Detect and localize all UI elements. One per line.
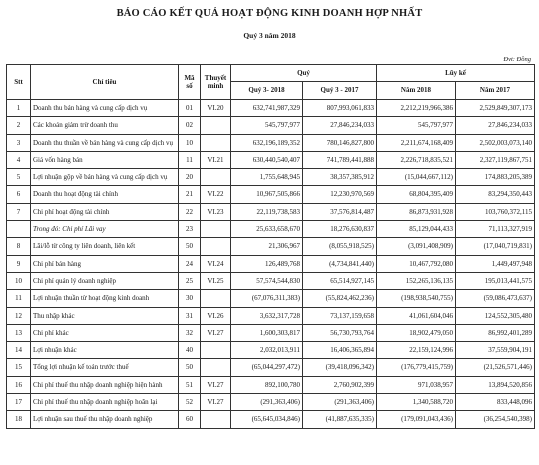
cell-q3-2018: (65,645,034,846): [231, 411, 303, 428]
header-q3-2018: Quý 3- 2018: [231, 82, 303, 100]
income-statement-table: [6, 64, 535, 429]
cell-stt: 8: [7, 238, 31, 255]
cell-ytd-2018: (15,044,667,112): [377, 169, 456, 186]
cell-q3-2018: 1,600,303,817: [231, 324, 303, 341]
cell-code: 11: [179, 151, 201, 168]
cell-item: Các khoản giảm trừ doanh thu: [31, 117, 179, 134]
cell-code: 23: [179, 221, 201, 238]
cell-ytd-2017: 1,449,497,948: [456, 255, 535, 272]
cell-ytd-2018: 545,797,977: [377, 117, 456, 134]
cell-ytd-2017: (21,526,571,446): [456, 359, 535, 376]
table-row: [7, 376, 535, 393]
header-quarter-group: Quý: [231, 65, 377, 82]
cell-ytd-2018: 971,038,957: [377, 376, 456, 393]
cell-note: VI.21: [201, 151, 231, 168]
cell-q3-2018: (291,363,406): [231, 394, 303, 411]
cell-note: [201, 117, 231, 134]
cell-note: [201, 342, 231, 359]
cell-q3-2017: 16,406,365,894: [303, 342, 377, 359]
cell-item: Lợi nhuận thuần từ hoạt động kinh doanh: [31, 290, 179, 307]
cell-ytd-2018: 1,340,588,720: [377, 394, 456, 411]
cell-item: Thu nhập khác: [31, 307, 179, 324]
table-row: [7, 342, 535, 359]
cell-code: 30: [179, 290, 201, 307]
cell-q3-2018: 3,632,317,728: [231, 307, 303, 324]
report-period: Quý 3 năm 2018: [243, 31, 296, 40]
cell-item: Chi phí thuế thu nhập doanh nghiệp hoãn lại: [31, 394, 179, 411]
cell-ytd-2017: (17,040,719,831): [456, 238, 535, 255]
cell-ytd-2017: 37,559,904,191: [456, 342, 535, 359]
cell-stt: 2: [7, 117, 31, 134]
table-row: [7, 117, 535, 134]
cell-q3-2018: 126,489,768: [231, 255, 303, 272]
cell-q3-2018: 22,119,738,583: [231, 203, 303, 220]
table-row: [7, 221, 535, 238]
cell-code: 02: [179, 117, 201, 134]
cell-item: Lãi/lỗ từ công ty liên doanh, liên kết: [31, 238, 179, 255]
cell-q3-2017: (4,734,841,440): [303, 255, 377, 272]
cell-ytd-2018: (179,091,043,436): [377, 411, 456, 428]
cell-code: 60: [179, 411, 201, 428]
cell-q3-2017: (8,055,918,525): [303, 238, 377, 255]
cell-item: Doanh thu thuần về bán hàng và cung cấp dịch vụ: [31, 134, 179, 151]
cell-code: 20: [179, 169, 201, 186]
cell-note: [201, 221, 231, 238]
cell-code: 10: [179, 134, 201, 151]
cell-ytd-2017: 71,113,327,919: [456, 221, 535, 238]
header-ytd-2017: Năm 2017: [456, 82, 535, 100]
cell-ytd-2018: 2,211,674,168,409: [377, 134, 456, 151]
cell-ytd-2017: 124,552,305,480: [456, 307, 535, 324]
cell-note: VI.25: [201, 272, 231, 289]
cell-stt: 18: [7, 411, 31, 428]
cell-q3-2018: 25,633,658,670: [231, 221, 303, 238]
table-row: [7, 272, 535, 289]
table-row: [7, 324, 535, 341]
report-title: BÁO CÁO KẾT QUẢ HOẠT ĐỘNG KINH DOANH HỢP NHẤT: [116, 8, 423, 19]
cell-ytd-2018: (3,091,408,909): [377, 238, 456, 255]
table-row: [7, 203, 535, 220]
cell-ytd-2017: 174,883,205,389: [456, 169, 535, 186]
cell-q3-2018: (65,044,297,472): [231, 359, 303, 376]
table-row: [7, 394, 535, 411]
cell-q3-2017: (291,363,406): [303, 394, 377, 411]
cell-item: Chi phí hoạt động tài chính: [31, 203, 179, 220]
cell-stt: 1: [7, 100, 31, 117]
cell-ytd-2018: 68,804,395,409: [377, 186, 456, 203]
cell-stt: 13: [7, 324, 31, 341]
table-row: [7, 255, 535, 272]
table-row: [7, 290, 535, 307]
cell-q3-2018: (67,076,311,383): [231, 290, 303, 307]
cell-code: 25: [179, 272, 201, 289]
cell-q3-2017: 65,514,927,145: [303, 272, 377, 289]
cell-q3-2018: 10,967,505,866: [231, 186, 303, 203]
cell-ytd-2017: 2,502,003,073,140: [456, 134, 535, 151]
cell-stt: 9: [7, 255, 31, 272]
cell-ytd-2017: 83,294,350,443: [456, 186, 535, 203]
cell-note: [201, 169, 231, 186]
cell-ytd-2018: 86,873,931,928: [377, 203, 456, 220]
cell-stt: 14: [7, 342, 31, 359]
cell-q3-2018: 545,797,977: [231, 117, 303, 134]
cell-ytd-2017: 103,760,372,115: [456, 203, 535, 220]
cell-q3-2017: (55,824,462,236): [303, 290, 377, 307]
cell-q3-2018: 632,196,189,352: [231, 134, 303, 151]
cell-ytd-2017: (36,254,540,398): [456, 411, 535, 428]
cell-q3-2017: 12,230,970,569: [303, 186, 377, 203]
cell-code: 40: [179, 342, 201, 359]
cell-item: Chi phí bán hàng: [31, 255, 179, 272]
cell-stt: 17: [7, 394, 31, 411]
cell-item: Lợi nhuận gộp về bán hàng và cung cấp dịch vụ: [31, 169, 179, 186]
cell-ytd-2018: 152,265,136,135: [377, 272, 456, 289]
cell-q3-2017: 807,993,061,833: [303, 100, 377, 117]
cell-item: Trong đó: Chi phí Lãi vay: [31, 221, 179, 238]
table-row: [7, 186, 535, 203]
header-item: Chỉ tiêu: [31, 65, 179, 100]
cell-q3-2018: 892,100,780: [231, 376, 303, 393]
cell-item: Tổng lợi nhuận kế toán trước thuế: [31, 359, 179, 376]
table-row: [7, 134, 535, 151]
cell-ytd-2018: 2,212,219,966,386: [377, 100, 456, 117]
cell-q3-2018: 57,574,544,830: [231, 272, 303, 289]
cell-note: [201, 238, 231, 255]
table-row: [7, 307, 535, 324]
cell-item: Giá vốn hàng bán: [31, 151, 179, 168]
header-ytd-2018: Năm 2018: [377, 82, 456, 100]
cell-ytd-2018: 18,902,479,050: [377, 324, 456, 341]
cell-code: 01: [179, 100, 201, 117]
cell-note: VI.23: [201, 203, 231, 220]
table-row: [7, 169, 535, 186]
cell-ytd-2017: (59,086,473,637): [456, 290, 535, 307]
cell-stt: 6: [7, 186, 31, 203]
cell-ytd-2018: 85,129,044,433: [377, 221, 456, 238]
cell-ytd-2017: 833,448,096: [456, 394, 535, 411]
cell-q3-2018: 630,440,540,407: [231, 151, 303, 168]
cell-stt: 4: [7, 151, 31, 168]
cell-ytd-2018: 10,467,792,080: [377, 255, 456, 272]
cell-note: [201, 359, 231, 376]
cell-ytd-2017: 86,992,401,289: [456, 324, 535, 341]
table-row: [7, 151, 535, 168]
cell-ytd-2017: 2,327,119,867,751: [456, 151, 535, 168]
cell-q3-2018: 21,306,967: [231, 238, 303, 255]
cell-item: Doanh thu bán hàng và cung cấp dịch vụ: [31, 100, 179, 117]
cell-code: 32: [179, 324, 201, 341]
cell-stt: 3: [7, 134, 31, 151]
table-body: [7, 100, 535, 429]
cell-stt: 7: [7, 203, 31, 220]
cell-note: [201, 290, 231, 307]
cell-q3-2018: 2,032,013,911: [231, 342, 303, 359]
cell-code: 50: [179, 359, 201, 376]
cell-q3-2017: 780,146,827,800: [303, 134, 377, 151]
cell-code: 31: [179, 307, 201, 324]
cell-code: 21: [179, 186, 201, 203]
cell-note: VI.20: [201, 100, 231, 117]
cell-note: [201, 134, 231, 151]
cell-q3-2017: 18,276,630,837: [303, 221, 377, 238]
header-note: Thuyết minh: [201, 65, 231, 100]
cell-code: 24: [179, 255, 201, 272]
cell-item: Lợi nhuận khác: [31, 342, 179, 359]
cell-note: VI.22: [201, 186, 231, 203]
cell-stt: [7, 221, 31, 238]
cell-q3-2017: 56,730,793,764: [303, 324, 377, 341]
cell-ytd-2018: 2,226,718,835,521: [377, 151, 456, 168]
cell-note: [201, 411, 231, 428]
cell-ytd-2017: 27,846,234,033: [456, 117, 535, 134]
cell-stt: 12: [7, 307, 31, 324]
cell-note: VI.27: [201, 376, 231, 393]
cell-item: Doanh thu hoạt động tài chính: [31, 186, 179, 203]
cell-q3-2017: 27,846,234,033: [303, 117, 377, 134]
cell-item: Chi phí khác: [31, 324, 179, 341]
cell-ytd-2018: (198,938,540,755): [377, 290, 456, 307]
table-row: [7, 238, 535, 255]
cell-stt: 16: [7, 376, 31, 393]
cell-code: 51: [179, 376, 201, 393]
cell-code: 22: [179, 203, 201, 220]
cell-ytd-2018: 41,061,604,046: [377, 307, 456, 324]
cell-q3-2017: 2,760,902,399: [303, 376, 377, 393]
cell-q3-2017: 73,137,159,658: [303, 307, 377, 324]
header-q3-2017: Quý 3 - 2017: [303, 82, 377, 100]
table-row: [7, 411, 535, 428]
cell-ytd-2018: (176,779,415,759): [377, 359, 456, 376]
cell-note: VI.27: [201, 324, 231, 341]
header-code: Mã số: [179, 65, 201, 100]
cell-q3-2017: (41,887,635,335): [303, 411, 377, 428]
cell-stt: 15: [7, 359, 31, 376]
table-row: [7, 100, 535, 117]
cell-code: 52: [179, 394, 201, 411]
cell-note: VI.26: [201, 307, 231, 324]
cell-item: Lợi nhuận sau thuế thu nhập doanh nghiệp: [31, 411, 179, 428]
header-ytd-group: Lũy kế: [377, 65, 535, 82]
cell-item: Chi phí thuế thu nhập doanh nghiệp hiện hành: [31, 376, 179, 393]
cell-item: Chi phí quản lý doanh nghiệp: [31, 272, 179, 289]
cell-q3-2017: 38,357,385,912: [303, 169, 377, 186]
cell-ytd-2017: 195,013,441,575: [456, 272, 535, 289]
unit-note: Đvt: Đồng: [503, 56, 531, 63]
cell-q3-2017: 37,576,814,487: [303, 203, 377, 220]
cell-q3-2018: 632,741,987,329: [231, 100, 303, 117]
header-stt: Stt: [7, 65, 31, 100]
cell-q3-2017: 741,789,441,888: [303, 151, 377, 168]
cell-code: 50: [179, 238, 201, 255]
table-row: [7, 359, 535, 376]
cell-ytd-2018: 22,159,124,996: [377, 342, 456, 359]
cell-stt: 10: [7, 272, 31, 289]
cell-q3-2017: (39,418,096,342): [303, 359, 377, 376]
cell-stt: 11: [7, 290, 31, 307]
cell-note: VI.24: [201, 255, 231, 272]
cell-ytd-2017: 2,529,849,307,173: [456, 100, 535, 117]
cell-stt: 5: [7, 169, 31, 186]
cell-ytd-2017: 13,894,520,856: [456, 376, 535, 393]
cell-note: VI.27: [201, 394, 231, 411]
cell-q3-2018: 1,755,648,945: [231, 169, 303, 186]
